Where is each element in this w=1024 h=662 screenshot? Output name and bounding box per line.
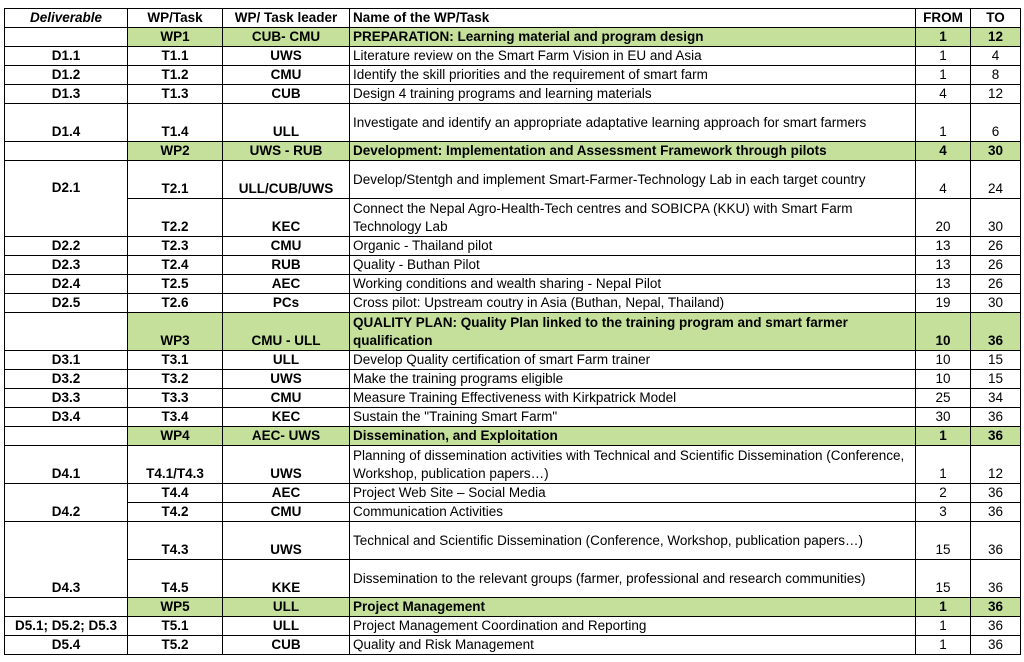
leader-cell: ULL [223,351,350,370]
wp-row-wp5 [5,598,1021,617]
table-row [5,503,1021,522]
deliverable-cell: D1.4 [5,104,128,142]
deliverable-cell [5,427,128,446]
table-row [5,389,1021,408]
name-cell: Design 4 training programs and learning materials [350,85,916,104]
leader-cell: UWS [223,370,350,389]
from-cell: 15 [916,560,971,598]
wp-cell: WP5 [128,598,223,617]
leader-cell: UWS [223,522,350,560]
leader-cell: UWS [223,47,350,66]
table-row [5,446,1021,484]
leader-cell: CMU [223,237,350,256]
table-row [5,636,1021,655]
table-row [5,560,1021,598]
from-cell: 30 [916,408,971,427]
deliverable-cell [5,598,128,617]
from-cell: 1 [916,598,971,617]
name-cell: Quality and Risk Management [350,636,916,655]
deliverable-cell: D2.1 [5,161,128,237]
leader-cell: ULL [223,617,350,636]
task-cell: T2.4 [128,256,223,275]
to-cell: 15 [971,370,1021,389]
task-cell: T5.1 [128,617,223,636]
deliverable-cell: D4.3 [5,522,128,598]
name-cell: Sustain the "Training Smart Farm" [350,408,916,427]
to-cell: 36 [971,560,1021,598]
leader-cell: ULL [223,104,350,142]
name-cell: Cross pilot: Upstream coutry in Asia (Buthan, Nepal, Thailand) [350,294,916,313]
deliverable-cell [5,28,128,47]
leader-cell: RUB [223,256,350,275]
table-row [5,408,1021,427]
table-row [5,275,1021,294]
from-cell: 1 [916,427,971,446]
from-cell: 1 [916,446,971,484]
to-cell: 6 [971,104,1021,142]
leader-cell: CMU [223,66,350,85]
task-cell: T2.6 [128,294,223,313]
table-row [5,199,1021,237]
name-cell: Measure Training Effectiveness with Kirkpatrick Model [350,389,916,408]
to-cell: 26 [971,256,1021,275]
wp-cell: WP4 [128,427,223,446]
name-cell: Dissemination to the relevant groups (farmer, professional and research communities) [350,560,916,598]
header-row [5,9,1021,28]
leader-cell: PCs [223,294,350,313]
to-cell: 36 [971,484,1021,503]
deliverable-cell: D1.1 [5,47,128,66]
table-row [5,351,1021,370]
from-cell: 25 [916,389,971,408]
deliverable-cell: D3.2 [5,370,128,389]
table-row [5,370,1021,389]
deliverable-cell: D1.2 [5,66,128,85]
name-cell: Project Web Site – Social Media [350,484,916,503]
leader-cell: CUB [223,85,350,104]
header-to: TO [971,9,1021,28]
from-cell: 4 [916,161,971,199]
deliverable-cell: D2.5 [5,294,128,313]
table-row [5,522,1021,560]
from-cell: 4 [916,142,971,161]
deliverable-cell: D5.1; D5.2; D5.3 [5,617,128,636]
task-cell: T2.3 [128,237,223,256]
to-cell: 36 [971,313,1021,351]
name-cell: PREPARATION: Learning material and program design [350,28,916,47]
from-cell: 2 [916,484,971,503]
to-cell: 24 [971,161,1021,199]
wp-row-wp3 [5,313,1021,351]
name-cell: Development: Implementation and Assessment Framework through pilots [350,142,916,161]
deliverable-cell: D3.3 [5,389,128,408]
header-name: Name of the WP/Task [350,9,916,28]
from-cell: 3 [916,503,971,522]
to-cell: 34 [971,389,1021,408]
wp-row-wp4 [5,427,1021,446]
wp-cell: WP1 [128,28,223,47]
to-cell: 26 [971,275,1021,294]
task-cell: T4.4 [128,484,223,503]
from-cell: 4 [916,85,971,104]
from-cell: 19 [916,294,971,313]
table-row [5,484,1021,503]
to-cell: 36 [971,636,1021,655]
deliverable-cell: D5.4 [5,636,128,655]
header-wp-task: WP/Task [128,9,223,28]
to-cell: 36 [971,617,1021,636]
leader-cell: CUB- CMU [223,28,350,47]
name-cell: Literature review on the Smart Farm Vision in EU and Asia [350,47,916,66]
task-cell: T3.2 [128,370,223,389]
leader-cell: AEC- UWS [223,427,350,446]
deliverable-cell: D3.4 [5,408,128,427]
leader-cell: ULL/CUB/UWS [223,161,350,199]
task-cell: T1.3 [128,85,223,104]
leader-cell: UWS [223,446,350,484]
table-row [5,66,1021,85]
table-row [5,104,1021,142]
to-cell: 36 [971,522,1021,560]
task-cell: T4.2 [128,503,223,522]
header-leader: WP/ Task leader [223,9,350,28]
name-cell: Quality - Buthan Pilot [350,256,916,275]
leader-cell: CMU [223,389,350,408]
table-row [5,256,1021,275]
deliverable-cell: D2.4 [5,275,128,294]
name-cell: Make the training programs eligible [350,370,916,389]
leader-cell: KEC [223,199,350,237]
task-cell: T1.1 [128,47,223,66]
from-cell: 10 [916,351,971,370]
task-cell: T2.5 [128,275,223,294]
from-cell: 1 [916,47,971,66]
table-row [5,161,1021,199]
task-cell: T3.3 [128,389,223,408]
table-row [5,237,1021,256]
from-cell: 20 [916,199,971,237]
to-cell: 12 [971,85,1021,104]
to-cell: 30 [971,294,1021,313]
name-cell: Develop Quality certification of smart Farm trainer [350,351,916,370]
table-row [5,294,1021,313]
name-cell: Planning of dissemination activities with Technical and Scientific Dissemination (Conference, Workshop, publication papers…) [350,446,916,484]
task-cell: T1.2 [128,66,223,85]
task-cell: T3.1 [128,351,223,370]
name-cell: Project Management Coordination and Reporting [350,617,916,636]
header-from: FROM [916,9,971,28]
from-cell: 1 [916,104,971,142]
from-cell: 1 [916,66,971,85]
from-cell: 1 [916,636,971,655]
name-cell: QUALITY PLAN: Quality Plan linked to the training program and smart farmer qualification [350,313,916,351]
deliverable-cell [5,313,128,351]
to-cell: 36 [971,598,1021,617]
wp-row-wp1 [5,28,1021,47]
deliverable-cell: D3.1 [5,351,128,370]
to-cell: 8 [971,66,1021,85]
to-cell: 36 [971,503,1021,522]
leader-cell: UWS - RUB [223,142,350,161]
from-cell: 13 [916,256,971,275]
task-cell: T4.1/T4.3 [128,446,223,484]
to-cell: 36 [971,408,1021,427]
task-cell: T4.3 [128,522,223,560]
from-cell: 1 [916,617,971,636]
from-cell: 1 [916,28,971,47]
from-cell: 10 [916,370,971,389]
leader-cell: KEC [223,408,350,427]
name-cell: Connect the Nepal Agro-Health-Tech centres and SOBICPA (KKU) with Smart Farm Technology Lab [350,199,916,237]
wp-cell: WP3 [128,313,223,351]
name-cell: Dissemination, and Exploitation [350,427,916,446]
leader-cell: CUB [223,636,350,655]
task-cell: T4.5 [128,560,223,598]
table-row [5,617,1021,636]
to-cell: 4 [971,47,1021,66]
to-cell: 26 [971,237,1021,256]
name-cell: Identify the skill priorities and the requirement of smart farm [350,66,916,85]
name-cell: Working conditions and wealth sharing - Nepal Pilot [350,275,916,294]
leader-cell: AEC [223,275,350,294]
name-cell: Investigate and identify an appropriate adaptative learning approach for smart farmers [350,104,916,142]
from-cell: 10 [916,313,971,351]
task-cell: T5.2 [128,636,223,655]
leader-cell: CMU - ULL [223,313,350,351]
from-cell: 13 [916,275,971,294]
to-cell: 12 [971,446,1021,484]
wp-cell: WP2 [128,142,223,161]
table-row [5,47,1021,66]
leader-cell: AEC [223,484,350,503]
leader-cell: CMU [223,503,350,522]
to-cell: 36 [971,427,1021,446]
table-row [5,85,1021,104]
to-cell: 12 [971,28,1021,47]
deliverable-cell: D4.1 [5,446,128,484]
deliverable-cell: D1.3 [5,85,128,104]
task-cell: T3.4 [128,408,223,427]
deliverable-cell: D2.3 [5,256,128,275]
task-cell: T1.4 [128,104,223,142]
name-cell: Technical and Scientific Dissemination (Conference, Workshop, publication papers…) [350,522,916,560]
work-plan-table-container [4,8,1021,655]
work-plan-table [4,8,1021,655]
name-cell: Develop/Stentgh and implement Smart-Farmer-Technology Lab in each target country [350,161,916,199]
from-cell: 15 [916,522,971,560]
header-deliverable: Deliverable [5,9,128,28]
deliverable-cell: D4.2 [5,484,128,522]
deliverable-cell [5,142,128,161]
to-cell: 15 [971,351,1021,370]
name-cell: Organic - Thailand pilot [350,237,916,256]
task-cell: T2.1 [128,161,223,199]
deliverable-cell: D2.2 [5,237,128,256]
task-cell: T2.2 [128,199,223,237]
to-cell: 30 [971,142,1021,161]
leader-cell: ULL [223,598,350,617]
name-cell: Project Management [350,598,916,617]
name-cell: Communication Activities [350,503,916,522]
from-cell: 13 [916,237,971,256]
to-cell: 30 [971,199,1021,237]
wp-row-wp2 [5,142,1021,161]
leader-cell: KKE [223,560,350,598]
